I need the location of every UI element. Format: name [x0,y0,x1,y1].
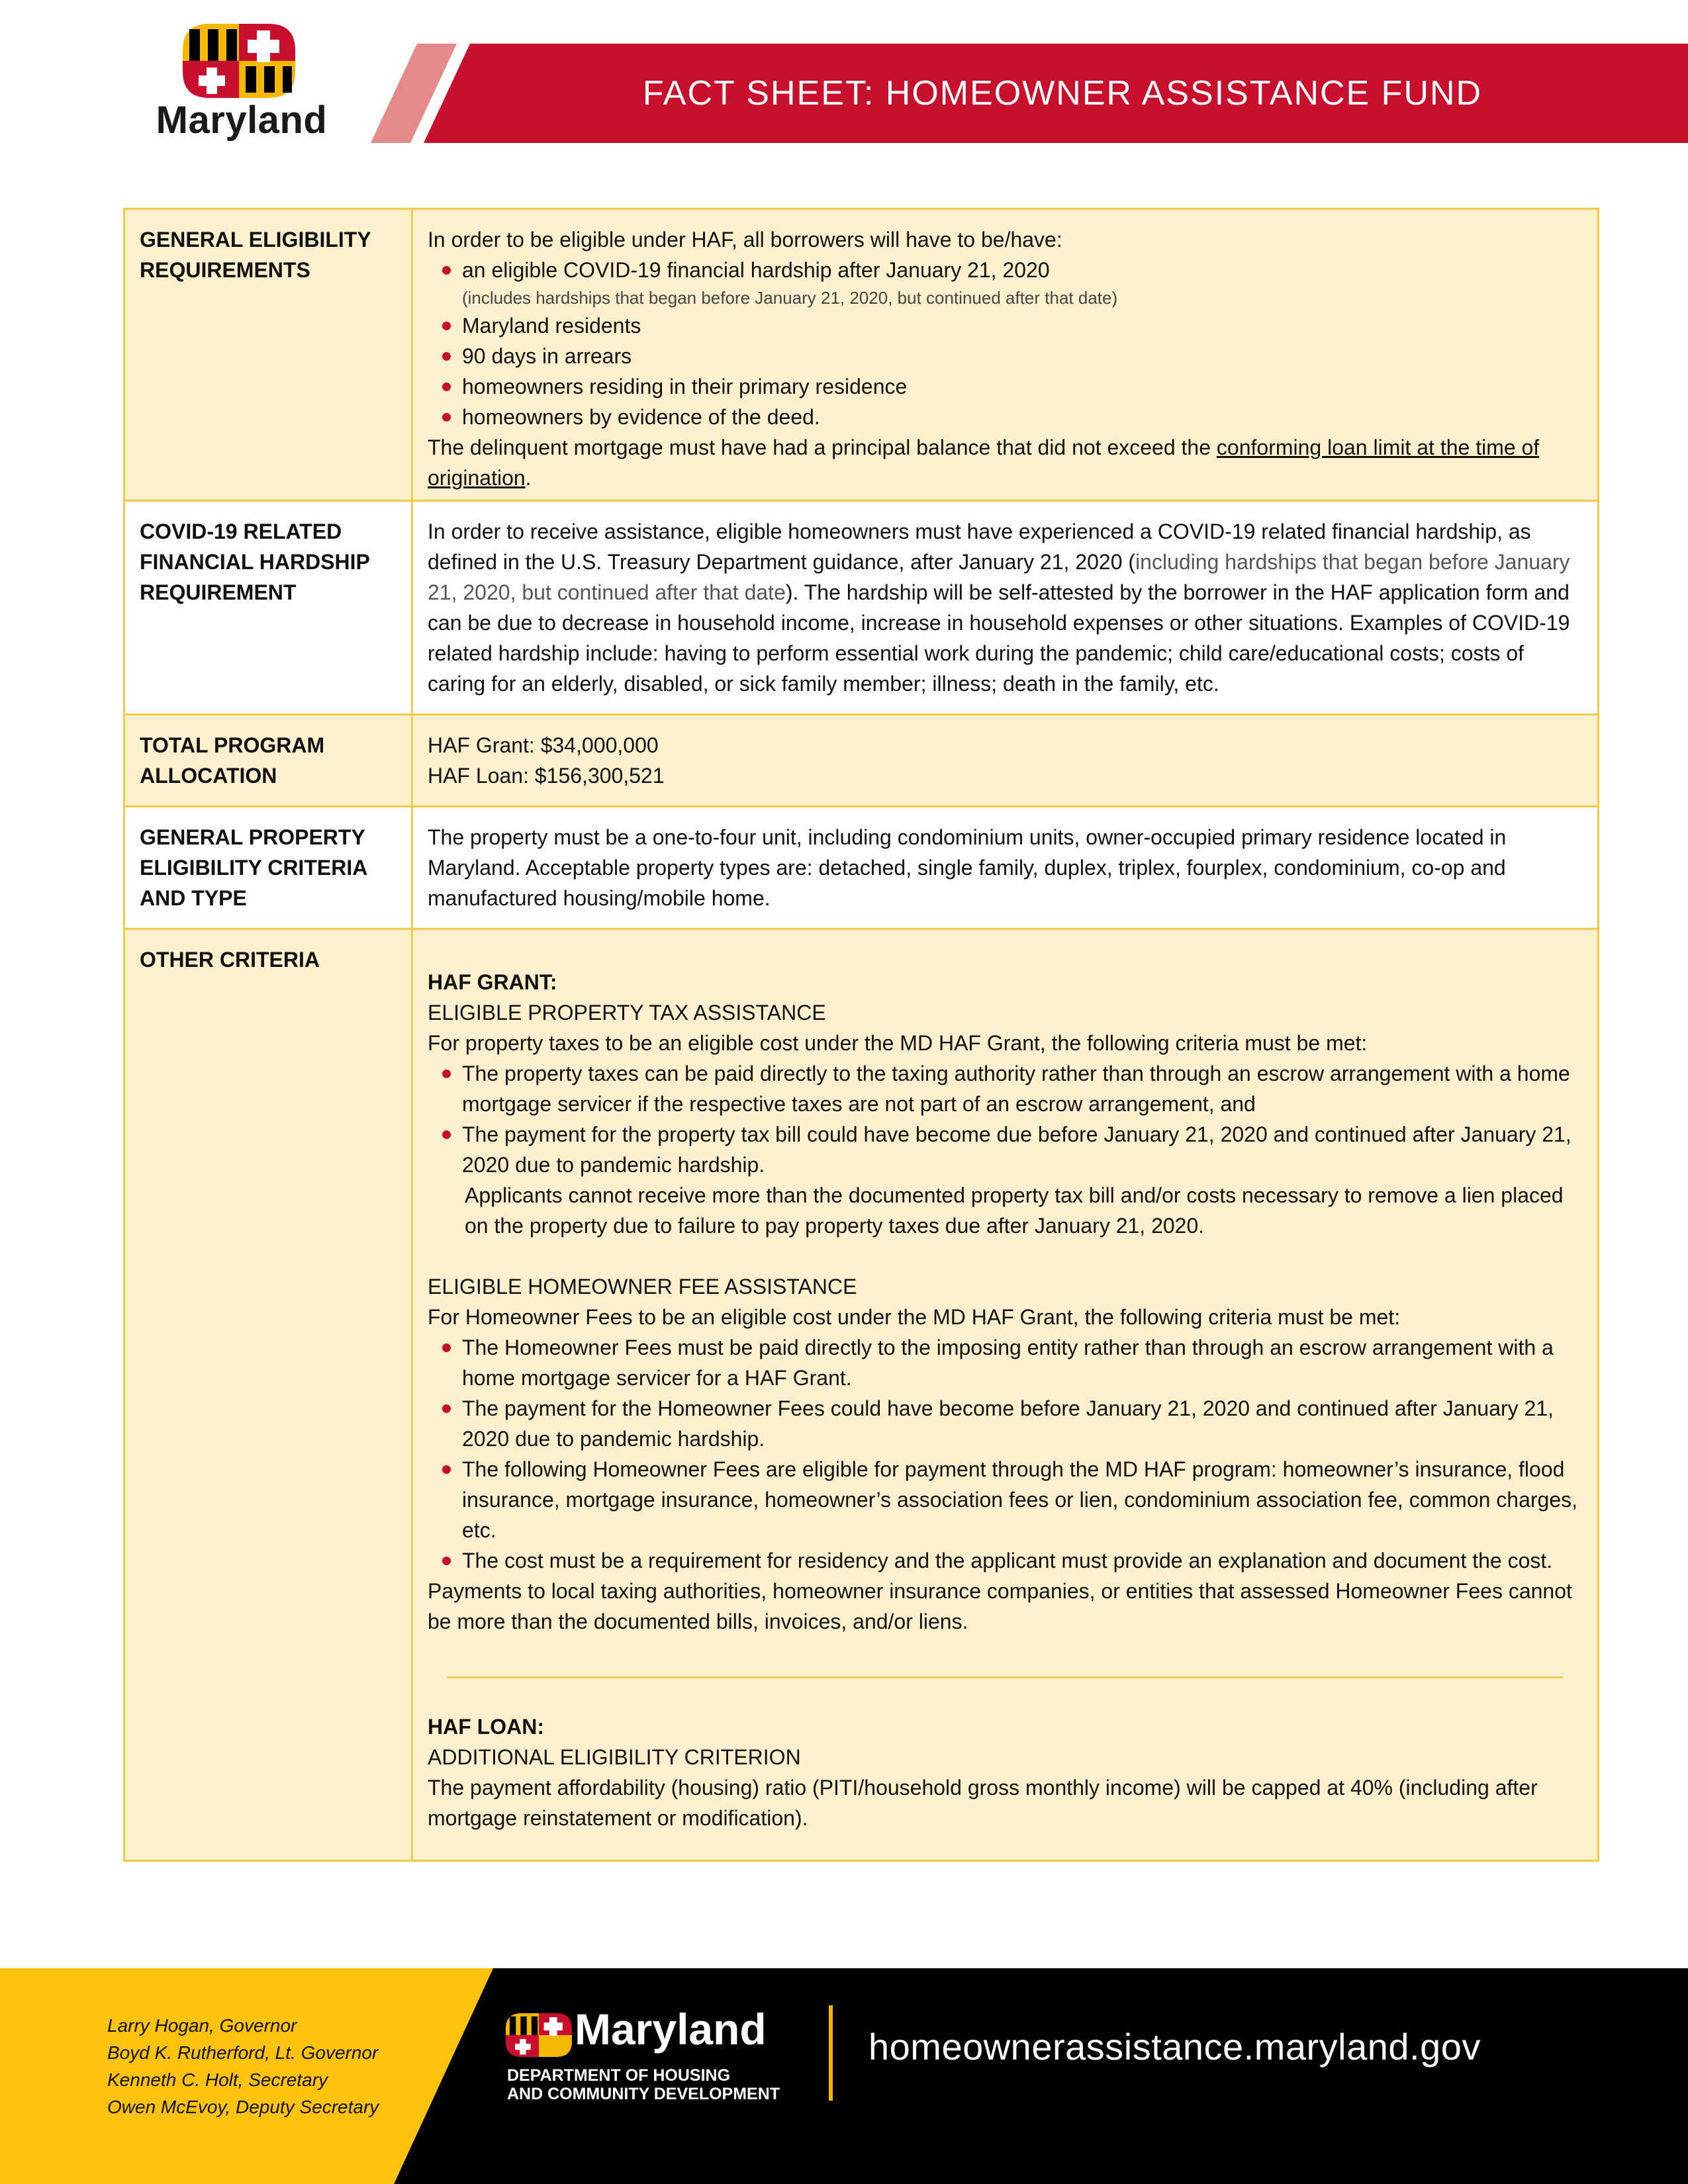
closing-text: The delinquent mortgage must have had a principal balance that did not exceed the [428,435,1217,459]
official-deputy-secretary: Owen McEvoy, Deputy Secretary [107,2097,379,2117]
tax-list [428,1058,1583,1180]
grant-amount: HAF Grant: $34,000,000 [428,733,659,757]
hardship-text-2: ). The hardship will be self-attested by the borrower in the HAF application form and can be due to decrease in household income, increase in household expenses or other situations. Examples of COVID-19 related hardship include: having to perform essential work during the pandemic; child care/educational costs; costs of caring for an elderly, disabled, or sick family member; illness; death in the family, etc. [428,580,1570,696]
list-item: The payment for the Homeowner Fees could have become before January 21, 2020 and continued after January 21, 2020 due to pandemic hardship. [442,1393,1583,1454]
dhcd-logo [506,2005,817,2114]
list-item [442,255,1583,310]
list-item: The following Homeowner Fees are eligible for payment through the MD HAF program: homeowner’s insurance, flood insurance, mortgage insurance, homeowner’s association fees or lien, condominium association fee, common charges, etc. [442,1454,1583,1545]
list-item: The property taxes can be paid directly to the taxing authority rather than through an escrow arrangement with a home mortgage servicer if the respective taxes are not part of an escrow arrangement, and [442,1058,1583,1119]
list-item: The cost must be a requirement for residency and the applicant must provide an explanation and document the cost. [442,1545,1583,1576]
logo-wordmark: Maryland [156,99,328,142]
fee-heading: ELIGIBLE HOMEOWNER FEE ASSISTANCE [428,1275,857,1298]
list-item: 90 days in arrears [442,341,1583,371]
eligibility-list [428,255,1583,432]
label-hardship: COVID-19 RELATED FINANCIAL HARDSHIP REQUIREMENT [124,501,412,715]
official-lt-governor: Boyd K. Rutherford, Lt. Governor [107,2042,379,2063]
content-allocation [412,715,1599,807]
loan-subheading: ADDITIONAL ELIGIBILITY CRITERION [428,1745,801,1769]
list-item: The Homeowner Fees must be paid directly to the imposing entity rather than through an escrow arrangement with a home mortgage servicer for a HAF Grant. [442,1332,1583,1393]
row-hardship [124,501,1599,715]
tax-intro: For property taxes to be an eligible cost under the MD HAF Grant, the following criteria must be met: [428,1031,1368,1055]
row-property [124,807,1599,929]
maryland-logo [146,20,338,146]
tax-note: Applicants cannot receive more than the documented property tax bill and/or costs necessary to remove a lien placed on the property due to failure to pay property taxes due after January 21, 2020. [465,1183,1564,1238]
dept-line-2: AND COMMUNITY DEVELOPMENT [507,2085,780,2103]
fee-closing: Payments to local taxing authorities, homeowner insurance companies, or entities that assessed Homeowner Fees cannot be more than the documented bills, invoices, and/or liens. [428,1579,1572,1633]
official-secretary: Kenneth C. Holt, Secretary [107,2070,328,2090]
content-property: The property must be a one-to-four unit, including condominium units, owner-occupied primary residence located in Maryland. Acceptable property types are: detached, single family, duplex, triplex, fourplex, condominium, co-op and manufactured housing/mobile home. [412,807,1599,929]
page-title: FACT SHEET: HOMEOWNER ASSISTANCE FUND [642,74,1483,113]
fee-intro: For Homeowner Fees to be an eligible cost under the MD HAF Grant, the following criteria must be met: [428,1305,1401,1329]
row-other-criteria [124,929,1599,1861]
eligibility-closing [428,432,1583,493]
dept-line-1: DEPARTMENT OF HOUSING [507,2066,731,2085]
label-general-eligibility: GENERAL ELIGIBILITY REQUIREMENTS [124,209,412,501]
closing-period: . [525,466,532,490]
loan-heading: HAF LOAN: [428,1715,544,1739]
dhcd-department-name [507,2066,780,2103]
content-general-eligibility [412,209,1599,501]
tax-heading: ELIGIBLE PROPERTY TAX ASSISTANCE [428,1001,826,1024]
label-property: GENERAL PROPERTY ELIGIBILITY CRITERIA AND TYPE [124,807,412,929]
list-item: homeowners residing in their primary residence [442,371,1583,402]
conforming-loan-limit-link[interactable]: conforming loan limit at the time of origination [428,435,1540,490]
fee-list [428,1332,1583,1576]
eligibility-intro: In order to be eligible under HAF, all borrowers will have to be/have: [428,228,1062,251]
officials-list [107,2012,451,2120]
loan-amount: HAF Loan: $156,300,521 [428,764,665,788]
grant-heading: HAF GRANT: [428,970,557,994]
loan-text: The payment affordability (housing) ratio (PITI/household gross monthly income) will be capped at 40% (including after mortgage reinstatement or modification). [428,1776,1538,1830]
fact-sheet-table [123,208,1599,1862]
eligibility-bullet-1-note: (includes hardships that began before January 21, 2020, but continued after that date) [462,288,1118,308]
label-allocation: TOTAL PROGRAM ALLOCATION [124,715,412,807]
dhcd-wordmark: Maryland [575,2005,767,2054]
maryland-flag-icon [183,24,295,98]
section-divider [447,1676,1563,1678]
eligibility-bullet-1: an eligible COVID-19 financial hardship after January 21, 2020 [462,258,1050,282]
label-other-criteria: OTHER CRITERIA [124,929,412,1861]
list-item: Maryland residents [442,310,1583,341]
hardship-text-grey: including hardships that began before January 21, 2020, but continued after that date [428,550,1570,604]
row-allocation [124,715,1599,807]
maryland-flag-icon [506,2013,572,2057]
content-hardship [412,501,1599,715]
list-item: homeowners by evidence of the deed. [442,402,1583,432]
footer-divider [829,2005,833,2101]
content-other-criteria [412,929,1599,1861]
hardship-text-1: In order to receive assistance, eligible homeowners must have experienced a COVID-19 related financial hardship, as defined in the U.S. Treasury Department guidance, after January 21, 2020 ( [428,520,1531,574]
website-link[interactable]: homeownerassistance.maryland.gov [868,2026,1481,2068]
list-item: The payment for the property tax bill could have become due before January 21, 2020 and continued after January 21, 2020 due to pandemic hardship. [442,1119,1583,1180]
row-general-eligibility [124,209,1599,501]
official-governor: Larry Hogan, Governor [107,2015,297,2036]
